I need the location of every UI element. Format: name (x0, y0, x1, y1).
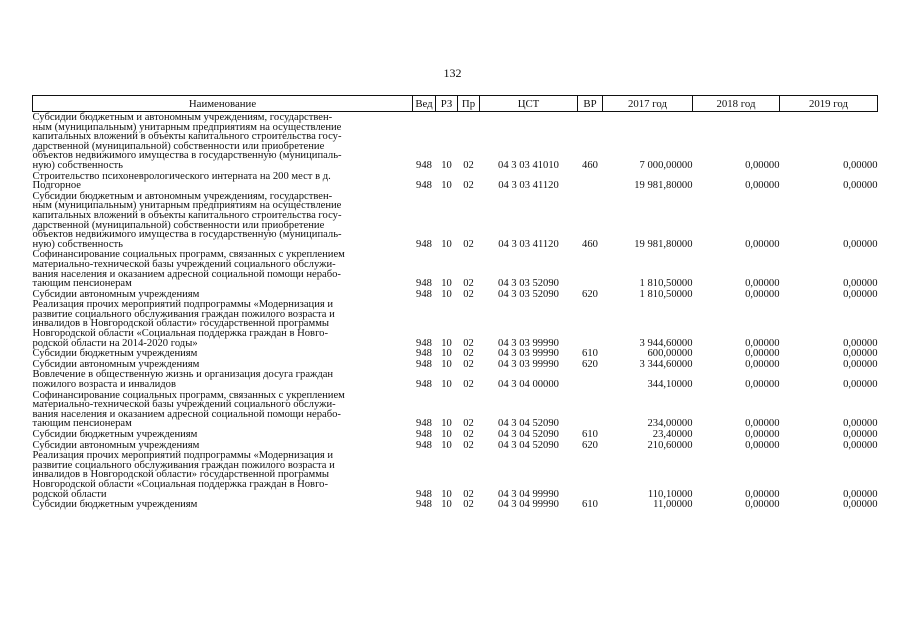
cell-ved: 948 (416, 278, 432, 290)
cell-ved: 948 (416, 180, 432, 192)
table-row (33, 112, 878, 171)
cell-name (33, 191, 413, 250)
cell-name (33, 440, 413, 451)
page-number: 132 (443, 66, 462, 80)
name-line: родской области на 2014-2020 годы» (32, 337, 198, 349)
cell-2019: 0,00000 (843, 499, 878, 511)
cell-2018: 0,00000 (745, 180, 780, 192)
cell-cst: 04 3 03 41120 (498, 180, 559, 192)
cell-cst: 04 3 03 99990 (498, 337, 559, 349)
name-line: ную) собственность (32, 238, 123, 250)
cell-2017: 110,10000 (647, 488, 693, 500)
cell-cst: 04 3 04 99990 (498, 488, 559, 500)
cell-rz: 10 (441, 288, 452, 300)
cell-vr: 610 (582, 429, 598, 440)
name-line: капитальных вложений в объекты капитального строительства госу- (32, 209, 342, 221)
name-line: ную) собственность (32, 159, 123, 171)
cell-pr: 02 (463, 278, 474, 290)
cell-2019: 0,00000 (843, 358, 878, 370)
budget-table (32, 95, 878, 510)
cell-cst: 04 3 04 52090 (498, 418, 559, 430)
name-line: материально-технической базы учреждений социального обслужи- (32, 258, 336, 270)
cell-vr: 610 (582, 499, 598, 511)
cell-pr: 02 (463, 180, 474, 192)
cell-2018: 0,00000 (745, 499, 780, 511)
cell-cst: 04 3 03 52090 (498, 278, 559, 290)
name-line: Субсидии бюджетным и автономным учреждениям, государствен- (32, 190, 333, 202)
cell-rz: 10 (441, 439, 452, 451)
cell-vr (578, 450, 603, 499)
cell-pr: 02 (463, 337, 474, 349)
header-name: Наименование (33, 96, 413, 112)
cell-2018: 0,00000 (745, 358, 780, 370)
cell-name (33, 359, 413, 370)
cell-vr: 620 (582, 358, 598, 370)
name-line: развитие социального обслуживания граждан пожилого возраста и (32, 308, 335, 320)
cell-pr: 02 (463, 159, 474, 171)
cell-vr (578, 299, 603, 348)
cell-2019: 0,00000 (843, 488, 878, 500)
cell-pr: 02 (463, 499, 474, 511)
cell-2019: 0,00000 (843, 337, 878, 349)
name-line: инвалидов в Новгородской области» государственной программы (32, 469, 330, 481)
cell-2017: 1 810,50000 (639, 278, 693, 290)
cell-cst: 04 3 03 99990 (498, 348, 559, 360)
name-line: родской области (32, 488, 107, 500)
table-row (33, 299, 878, 348)
cell-2017: 11,00000 (653, 499, 693, 511)
cell-2018: 0,00000 (745, 429, 780, 440)
table-row (33, 440, 878, 451)
cell-rz: 10 (441, 337, 452, 349)
cell-2019: 0,00000 (843, 439, 878, 451)
cell-ved: 948 (416, 288, 432, 300)
cell-ved: 948 (416, 358, 432, 370)
cell-pr: 02 (463, 418, 474, 430)
cell-cst: 04 3 03 41010 (498, 159, 559, 171)
table-body (33, 112, 878, 510)
cell-2018: 0,00000 (745, 439, 780, 451)
cell-2018: 0,00000 (745, 418, 780, 430)
cell-pr: 02 (463, 288, 474, 300)
cell-name (33, 171, 413, 191)
cell-2017: 600,00000 (647, 348, 693, 360)
cell-name (33, 348, 413, 359)
name-line: капитальных вложений в объекты капитального строительства госу- (32, 131, 342, 143)
table-row (33, 369, 878, 389)
cell-rz: 10 (441, 358, 452, 370)
name-line: ным (муниципальным) унитарным предприятиям на осуществление (32, 200, 342, 212)
cell-pr: 02 (463, 238, 474, 250)
cell-cst: 04 3 03 41120 (498, 238, 559, 250)
header-vr: ВР (578, 96, 603, 112)
name-line: тающим пенсионерам (32, 418, 132, 430)
name-line: Новгородской области «Социальная поддержка граждан в Новго- (32, 328, 328, 340)
cell-vr (578, 369, 603, 389)
name-line: инвалидов в Новгородской области» государственной программы (32, 318, 330, 330)
header-2019: 2019 год (780, 96, 878, 112)
cell-2017: 234,00000 (647, 418, 693, 430)
name-line: вания населения и оказанием адресной социальной помощи нерабо- (32, 408, 341, 420)
cell-vr (578, 390, 603, 429)
cell-2017: 19 981,80000 (634, 180, 693, 192)
cell-rz: 10 (441, 499, 452, 511)
table-row (33, 390, 878, 429)
name-line: дарственной (муниципальной) собственности или приобретение (32, 140, 325, 152)
name-line: ным (муниципальным) унитарным предприятиям на осуществление (32, 121, 342, 133)
cell-2017: 1 810,50000 (639, 288, 693, 300)
cell-pr: 02 (463, 488, 474, 500)
cell-vr: 610 (582, 348, 598, 360)
cell-ved: 948 (416, 337, 432, 349)
cell-ved: 948 (416, 348, 432, 360)
cell-2017: 3 344,60000 (639, 358, 693, 370)
cell-name (33, 299, 413, 348)
table-row (33, 289, 878, 300)
cell-vr (578, 171, 603, 191)
cell-cst: 04 3 04 00000 (498, 379, 559, 391)
cell-pr: 02 (463, 379, 474, 391)
header-cst: ЦСТ (480, 96, 578, 112)
cell-cst: 04 3 04 99990 (498, 499, 559, 511)
name-line: Реализация прочих мероприятий подпрограммы «Модернизация и (32, 450, 334, 462)
cell-rz: 10 (441, 159, 452, 171)
cell-2017: 23,40000 (652, 429, 693, 440)
cell-2018: 0,00000 (745, 238, 780, 250)
table-row (33, 429, 878, 440)
cell-2018: 0,00000 (745, 159, 780, 171)
name-line: Субсидии бюджетным учреждениям (32, 429, 198, 440)
header-2017: 2017 год (603, 96, 693, 112)
table-row (33, 249, 878, 288)
cell-vr: 460 (582, 159, 598, 171)
cell-rz: 10 (441, 278, 452, 290)
cell-rz: 10 (441, 429, 452, 440)
cell-pr: 02 (463, 348, 474, 360)
cell-pr: 02 (463, 439, 474, 451)
cell-2019: 0,00000 (843, 288, 878, 300)
cell-ved: 948 (416, 488, 432, 500)
table-row (33, 171, 878, 191)
cell-2019: 0,00000 (843, 180, 878, 192)
table-row (33, 191, 878, 250)
cell-vr: 620 (582, 439, 598, 451)
cell-ved: 948 (416, 499, 432, 511)
cell-name (33, 450, 413, 499)
cell-2018: 0,00000 (745, 288, 780, 300)
name-line: Субсидии бюджетным учреждениям (32, 499, 198, 511)
cell-name (33, 499, 413, 510)
cell-name (33, 369, 413, 389)
name-line: Субсидии бюджетным учреждениям (32, 348, 198, 360)
cell-name (33, 112, 413, 171)
cell-2019: 0,00000 (843, 418, 878, 430)
cell-rz: 10 (441, 180, 452, 192)
cell-name (33, 390, 413, 429)
table-row (33, 359, 878, 370)
cell-rz: 10 (441, 488, 452, 500)
table-header-row (33, 96, 878, 112)
cell-name (33, 429, 413, 440)
name-line: вания населения и оказанием адресной социальной помощи нерабо- (32, 268, 341, 280)
cell-ved: 948 (416, 379, 432, 391)
cell-name (33, 289, 413, 300)
cell-rz: 10 (441, 348, 452, 360)
cell-pr: 02 (463, 358, 474, 370)
name-line: Реализация прочих мероприятий подпрограммы «Модернизация и (32, 299, 334, 311)
name-line: Софинансирование социальных программ, связанных с укреплением (32, 249, 345, 261)
cell-cst: 04 3 04 52090 (498, 439, 559, 451)
table-row (33, 348, 878, 359)
cell-2018: 0,00000 (745, 348, 780, 360)
name-line: пожилого возраста и инвалидов (32, 379, 176, 391)
cell-name (33, 249, 413, 288)
cell-2017: 344,10000 (647, 379, 693, 391)
cell-rz: 10 (441, 238, 452, 250)
cell-cst: 04 3 04 52090 (498, 429, 559, 440)
cell-cst: 04 3 03 52090 (498, 288, 559, 300)
cell-pr: 02 (463, 429, 474, 440)
header-pr: Пр (458, 96, 480, 112)
cell-rz: 10 (441, 379, 452, 391)
name-line: Субсидии автономным учреждениям (32, 288, 200, 300)
cell-ved: 948 (416, 238, 432, 250)
table-row (33, 499, 878, 510)
name-line: Подгорное (32, 180, 82, 192)
cell-2017: 210,60000 (647, 439, 693, 451)
name-line: Строительство психоневрологического интерната на 200 мест в д. (32, 170, 331, 182)
header-ved: Вед (413, 96, 436, 112)
name-line: Новгородской области «Социальная поддержка граждан в Новго- (32, 478, 328, 490)
cell-vr: 620 (582, 288, 598, 300)
cell-2017: 3 944,60000 (639, 337, 693, 349)
cell-2017: 7 000,00000 (639, 159, 693, 171)
name-line: объектов недвижимого имущества в государственную (муниципаль- (32, 150, 342, 162)
cell-2019: 0,00000 (843, 278, 878, 290)
cell-2018: 0,00000 (745, 379, 780, 391)
cell-2019: 0,00000 (843, 348, 878, 360)
cell-2019: 0,00000 (843, 379, 878, 391)
cell-2019: 0,00000 (843, 429, 878, 440)
table-row (33, 450, 878, 499)
cell-2018: 0,00000 (745, 488, 780, 500)
cell-rz: 10 (441, 418, 452, 430)
cell-2018: 0,00000 (745, 337, 780, 349)
name-line: развитие социального обслуживания граждан пожилого возраста и (32, 459, 335, 471)
cell-vr: 460 (582, 238, 598, 250)
name-line: объектов недвижимого имущества в государственную (муниципаль- (32, 229, 342, 241)
header-rz: РЗ (436, 96, 458, 112)
cell-2018: 0,00000 (745, 278, 780, 290)
cell-ved: 948 (416, 159, 432, 171)
cell-2019: 0,00000 (843, 238, 878, 250)
name-line: материально-технической базы учреждений социального обслужи- (32, 399, 336, 411)
cell-ved: 948 (416, 429, 432, 440)
name-line: Субсидии автономным учреждениям (32, 439, 200, 451)
name-line: дарственной (муниципальной) собственности или приобретение (32, 219, 325, 231)
name-line: Софинансирование социальных программ, связанных с укреплением (32, 389, 345, 401)
cell-ved: 948 (416, 439, 432, 451)
cell-cst: 04 3 03 99990 (498, 358, 559, 370)
header-2018: 2018 год (693, 96, 780, 112)
cell-2019: 0,00000 (843, 159, 878, 171)
name-line: Субсидии бюджетным и автономным учреждениям, государствен- (32, 112, 333, 123)
name-line: Вовлечение в общественную жизнь и организация досуга граждан (32, 369, 334, 381)
name-line: тающим пенсионерам (32, 278, 132, 290)
name-line: Субсидии автономным учреждениям (32, 358, 200, 370)
cell-vr (578, 249, 603, 288)
cell-2017: 19 981,80000 (634, 238, 693, 250)
cell-ved: 948 (416, 418, 432, 430)
